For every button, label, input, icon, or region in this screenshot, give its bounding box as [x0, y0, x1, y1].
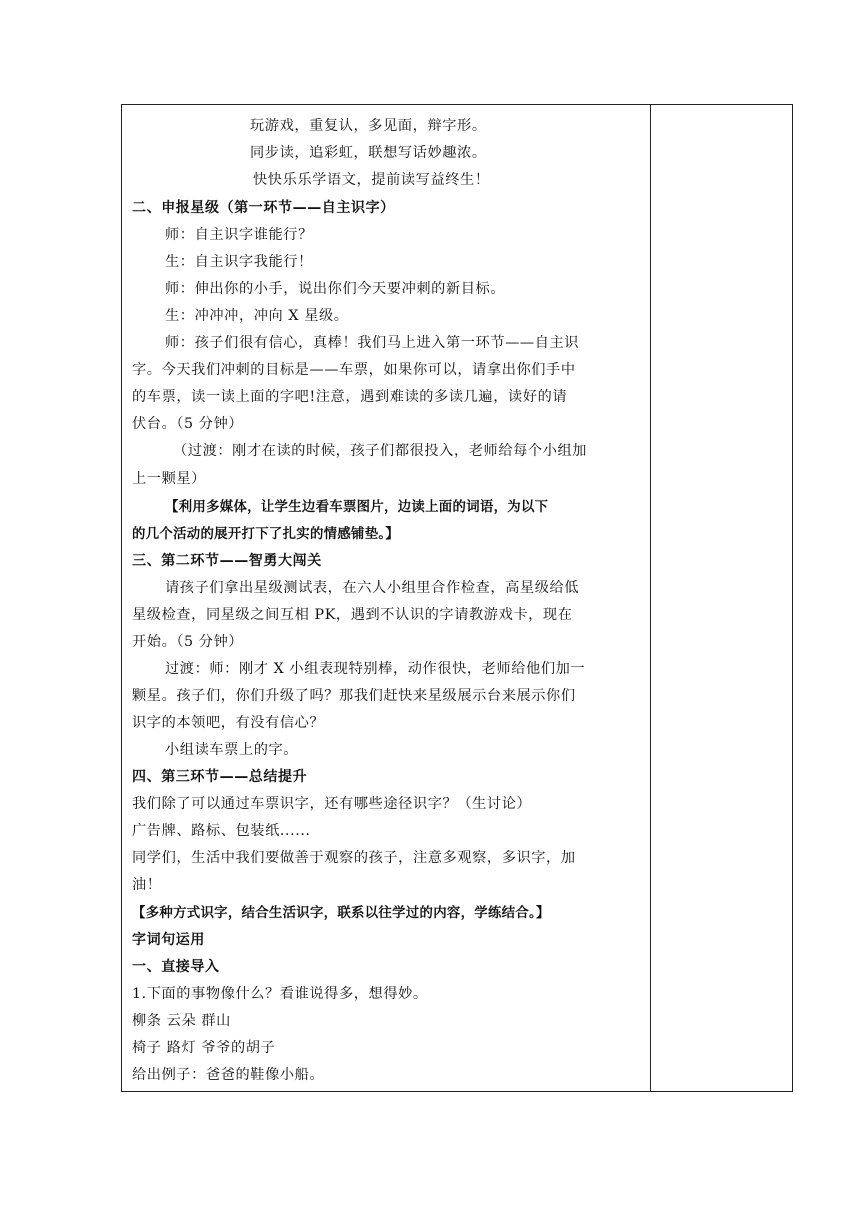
- paragraph-line: 同学们，生活中我们要做善于观察的孩子，注意多观察，多识字，加: [132, 850, 576, 866]
- paragraph-line: 伏台。（5 分钟）: [132, 416, 244, 432]
- verse-line: 同步读，追彩虹，联想写话妙趣浓。: [250, 145, 487, 161]
- paragraph-line: 的车票，读一读上面的字吧!注意，遇到难读的多读几遍，读好的请: [132, 389, 568, 405]
- paragraph-line: （过渡：刚才在读的时候，孩子们都很投入，老师给每个小组加: [173, 443, 588, 459]
- dialogue-line: 生：自主识字我能行！: [165, 254, 313, 270]
- paragraph-line: 开始。（5 分钟）: [132, 634, 244, 650]
- paragraph-line: 我们除了可以通过车票识字，还有哪些途径识字？（生讨论）: [132, 796, 532, 812]
- teaching-note: 的几个活动的展开打下了扎实的情感铺垫。】: [132, 527, 400, 542]
- paragraph-line: 师：孩子们很有信心，真棒！我们马上进入第一环节——自主识: [165, 335, 580, 351]
- paragraph-line: 请孩子们拿出星级测试表，在六人小组里合作检查，高星级给低: [165, 580, 580, 596]
- dialogue-line: 生：冲冲冲，冲向 X 星级。: [165, 308, 349, 324]
- verse-line: 快快乐乐学语文，提前读写益终生！: [253, 172, 490, 188]
- notes-cell: [651, 105, 792, 1091]
- lesson-table: [121, 104, 793, 1092]
- paragraph-line: 小组读车票上的字。: [165, 742, 299, 758]
- section-heading: 字词句运用: [132, 932, 205, 948]
- paragraph-line: 颗星。孩子们，你们升级了吗？那我们赶快来星级展示台来展示你们: [132, 688, 576, 704]
- paragraph-line: 给出例子：爸爸的鞋像小船。: [132, 1067, 325, 1083]
- paragraph-line: 椅子 路灯 爷爷的胡子: [132, 1040, 276, 1056]
- paragraph-line: 油！: [132, 877, 162, 893]
- section-heading: 三、第二环节——智勇大闯关: [132, 553, 322, 569]
- paragraph-line: 字。今天我们冲刺的目标是——车票，如果你可以，请拿出你们手中: [132, 362, 576, 378]
- teaching-note: 【利用多媒体，让学生边看车票图片，边读上面的词语，为以下: [165, 500, 549, 515]
- dialogue-line: 师：自主识字谁能行？: [165, 227, 313, 243]
- paragraph-line: 1.下面的事物像什么？看谁说得多，想得妙。: [132, 986, 428, 1002]
- paragraph-line: 过渡：师：刚才 X 小组表现特别棒，动作很快，老师给他们加一: [165, 661, 586, 677]
- section-heading: 四、第三环节——总结提升: [132, 769, 308, 785]
- teaching-note: 【多种方式识字，结合生活识字，联系以往学过的内容，学练结合。】: [132, 906, 550, 921]
- paragraph-line: 上一颗星）: [132, 471, 206, 487]
- paragraph-line: 柳条 云朵 群山: [132, 1013, 231, 1029]
- paragraph-line: 广告牌、路标、包装纸......: [132, 823, 311, 839]
- paragraph-line: 识字的本领吧，有没有信心？: [132, 715, 325, 731]
- section-heading: 一、直接导入: [132, 959, 220, 975]
- dialogue-line: 师：伸出你的小手，说出你们今天要冲刺的新目标。: [165, 281, 506, 297]
- verse-line: 玩游戏，重复认，多见面，辩字形。: [250, 118, 487, 134]
- paragraph-line: 星级检查，同星级之间互相 PK，遇到不认识的字请教游戏卡，现在: [132, 607, 573, 623]
- section-heading: 二、申报星级（第一环节——自主识字）: [132, 200, 395, 216]
